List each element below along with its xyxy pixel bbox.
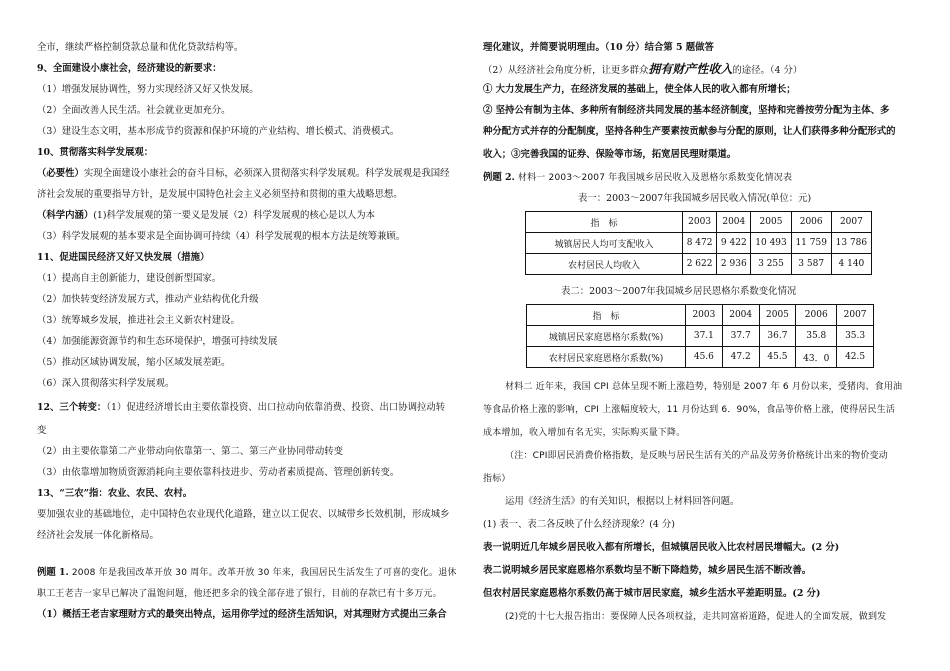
table-cell: 45.6 xyxy=(686,347,723,368)
answer-line: ① 大力发展生产力，在经济发展的基础上，使全体人民的收入都有所增长； xyxy=(483,84,796,95)
text-line: （2）由主要依靠第二产业带动向依靠第一、第二、第三产业协同带动转变 xyxy=(37,446,343,457)
answer-line: 但农村居民家庭恩格尔系数仍高于城市居民家庭，城乡生活水平差距明显。(2 分) xyxy=(483,588,821,599)
question-2: (2)党的十七大报告指出：要保障人民各项权益，走共同富裕道路，促进人的全面发展，做到发 xyxy=(505,612,887,622)
text-line: （3）由依靠增加物质资源消耗向主要依靠科技进步、劳动者素质提高、管理创新转变。 xyxy=(37,467,400,478)
table-header-cell: 2005 xyxy=(759,305,796,326)
label-connotation: （科学内涵） xyxy=(37,210,94,221)
table-header-cell: 2006 xyxy=(791,212,831,233)
text-line: （6）深入贯彻落实科学发展观。 xyxy=(37,378,175,389)
table-cell: 11 759 xyxy=(791,233,831,254)
answer-line: 收入；③完善我国的证券、保险等市场，拓宽居民理财渠道。 xyxy=(483,149,737,160)
table-cell: 农村居民人均收入 xyxy=(526,254,683,275)
text-line xyxy=(37,168,450,180)
text-line: （1）增强发展协调性，努力实现经济又好又快发展。 xyxy=(37,84,259,95)
income-table xyxy=(525,211,872,275)
table-header-row xyxy=(526,212,872,233)
emphasis-property-income: 拥有财产性收入 xyxy=(648,62,733,76)
table-header-cell: 2004 xyxy=(722,305,759,326)
text-line: 职工王老吉一家早已解决了温饱问题，他还把多余的钱全部存进了银行，目前的存款已有十多万元。 xyxy=(37,589,442,599)
text-line: （3）建设生态文明，基本形成节约资源和保护环境的产业结构、增长模式、消费模式。 xyxy=(37,126,400,137)
text-span: 实现全面建设小康社会的奋斗目标，必须深入贯彻落实科学发展观。科学发展观是我国经 xyxy=(83,168,450,179)
answer-line: 表二说明城乡居民家庭恩格尔系数均呈不断下降趋势，城乡居民生活不断改善。 xyxy=(483,565,812,576)
table-cell: 43．0 xyxy=(796,347,837,368)
table-cell: 37.1 xyxy=(686,326,723,347)
heading-12: 12、三个转变： xyxy=(37,402,107,413)
table-cell: 37.7 xyxy=(722,326,759,347)
table-row xyxy=(527,326,874,347)
table-header-row xyxy=(527,305,874,326)
table-header-cell: 指 标 xyxy=(526,212,683,233)
text-line: 全市，继续严格控制贷款总量和优化贷款结构等。 xyxy=(37,42,244,53)
table-cell: 36.7 xyxy=(759,326,796,347)
table-header-cell: 指 标 xyxy=(527,305,686,326)
text-span: 2008 年是我国改革开放 30 周年。改革开放 30 年来，我国居民生活发生了可喜的变化。退休 xyxy=(68,568,457,578)
table-row xyxy=(526,233,872,254)
text-line: 经济社会发展一体化新格局。 xyxy=(37,530,159,541)
answer-line: 种分配方式并存的分配制度，坚持各种生产要素按贡献参与分配的原则，让人们获得多种分配形式的 xyxy=(483,126,896,137)
table-cell: 9 422 xyxy=(717,233,751,254)
table-cell: 农村居民家庭恩格尔系数(%) xyxy=(527,347,686,368)
table-cell: 3 587 xyxy=(791,254,831,275)
text-line: 成本增加，收入增加有名无实，实际购买量下降。 xyxy=(483,428,686,438)
text-line: （2）加快转变经济发展方式，推动产业结构优化升级 xyxy=(37,294,259,305)
table-header-cell: 2003 xyxy=(683,212,717,233)
example-1-label: 例题 1. xyxy=(37,567,69,578)
table-cell: 城镇居民人均可支配收入 xyxy=(526,233,683,254)
table-header-cell: 2004 xyxy=(717,212,751,233)
table-cell: 42.5 xyxy=(837,347,874,368)
text-line: （3）统筹城乡发展，推进社会主义新农村建设。 xyxy=(37,315,240,326)
table-header-cell: 2007 xyxy=(837,305,874,326)
text-line: （4）加强能源资源节约和生态环境保护，增强可持续发展 xyxy=(37,336,278,347)
table-cell: 2 936 xyxy=(717,254,751,275)
table-cell: 城镇居民家庭恩格尔系数(%) xyxy=(527,326,686,347)
label-necessity: （必要性） xyxy=(37,168,84,179)
text-line xyxy=(37,210,375,222)
table-header-cell: 2006 xyxy=(796,305,837,326)
table-row xyxy=(527,347,874,368)
text-line: 要加强农业的基础地位，走中国特色农业现代化道路，建立以工促农、以城带乡长效机制，形成城乡 xyxy=(37,509,450,520)
heading-10: 10、贯彻落实科学发展观： xyxy=(37,147,154,158)
text-line: 理化建议，并简要说明理由。（10 分）结合第 5 题做答 xyxy=(483,42,714,53)
text-line: 济社会发展的重要指导方针，是发展中国特色社会主义必须坚持和贯彻的重大战略思想。 xyxy=(37,189,403,200)
table-2-caption: 表二：2003～2007年我国城乡居民恩格尔系数变化情况 xyxy=(561,286,797,297)
table-row xyxy=(526,254,872,275)
text-line: （2）全面改善人民生活。社会就业更加充分。 xyxy=(37,105,231,116)
question-intro: 运用《经济生活》的有关知识，根据以上材料回答问题。 xyxy=(505,496,740,507)
table-cell: 45.5 xyxy=(759,347,796,368)
text-span: (1)科学发展观的第一要义是发展（2）科学发展观的核心是以人为本 xyxy=(93,210,376,221)
answer-line: ② 坚持公有制为主体、多种所有制经济共同发展的基本经济制度，坚持和完善按劳分配为主体、多 xyxy=(483,105,890,116)
text-line xyxy=(37,402,445,414)
table-header-cell: 2005 xyxy=(751,212,791,233)
table-cell: 10 493 xyxy=(751,233,791,254)
note-line: （注：CPI即居民消费价格指数，是反映与居民生活有关的产品及劳务价格统计出来的物价变动 xyxy=(505,451,888,461)
heading-9: 9、全面建设小康社会，经济建设的新要求： xyxy=(37,63,222,74)
table-cell: 8 472 xyxy=(683,233,717,254)
text-line: 变 xyxy=(37,425,47,436)
question-1: (1) 表一、表二各反映了什么经济现象？(4 分) xyxy=(483,519,675,530)
text-span: 的途径。（4 分） xyxy=(732,65,803,76)
text-line: 等食品价格上涨的影响，CPI 上涨幅度较大，11 月份达到 6．90%，食品等价格上涨，使得居民生活 xyxy=(483,405,896,415)
table-cell: 35.8 xyxy=(796,326,837,347)
text-line xyxy=(37,567,457,579)
text-line xyxy=(483,63,802,77)
table-cell: 4 140 xyxy=(831,254,871,275)
heading-11: 11、促进国民经济又好又快发展（措施） xyxy=(37,252,210,263)
table-cell: 3 255 xyxy=(751,254,791,275)
text-line: （3）科学发展观的基本要求是全面协调可持续（4）科学发展观的根本方法是统筹兼顾。 xyxy=(37,231,406,242)
text-line: （5）推动区域协调发展，缩小区域发展差距。 xyxy=(37,357,231,368)
engel-table xyxy=(526,304,874,368)
text-line xyxy=(483,172,792,184)
heading-13: 13、“三农”指：农业、农民、农村。 xyxy=(37,488,193,499)
note-line: 指标） xyxy=(483,474,511,484)
text-span: 材料一 2003～2007 年我国城乡居民收入及恩格尔系数变化情况表 xyxy=(514,173,793,183)
text-span: （1）促进经济增长由主要依靠投资、出口拉动向依靠消费、投资、出口协调拉动转 xyxy=(106,402,446,413)
table-cell: 13 786 xyxy=(831,233,871,254)
table-header-cell: 2007 xyxy=(831,212,871,233)
table-cell: 47.2 xyxy=(722,347,759,368)
text-span: （2）从经济社会角度分析，让更多群众 xyxy=(483,65,649,76)
table-header-cell: 2003 xyxy=(686,305,723,326)
text-line: （1）提高自主创新能力，建设创新型国家。 xyxy=(37,273,222,284)
text-line: 材料二 近年来，我国 CPI 总体呈现不断上涨趋势，特别是 2007 年 6 月份以来，受猪肉、食用油 xyxy=(505,382,903,392)
table-1-caption: 表一：2003～2007年我国城乡居民收入情况(单位：元) xyxy=(578,193,812,204)
table-cell: 35.3 xyxy=(837,326,874,347)
question-1: （1）概括王老吉家理财方式的最突出特点，运用你学过的经济生活知识，对其理财方式提出三条合 xyxy=(37,609,447,620)
table-cell: 2 622 xyxy=(683,254,717,275)
example-2-label: 例题 2. xyxy=(483,172,515,183)
answer-line: 表一说明近几年城乡居民收入都有所增长，但城镇居民收入比农村居民增幅大。(2 分) xyxy=(483,542,840,553)
